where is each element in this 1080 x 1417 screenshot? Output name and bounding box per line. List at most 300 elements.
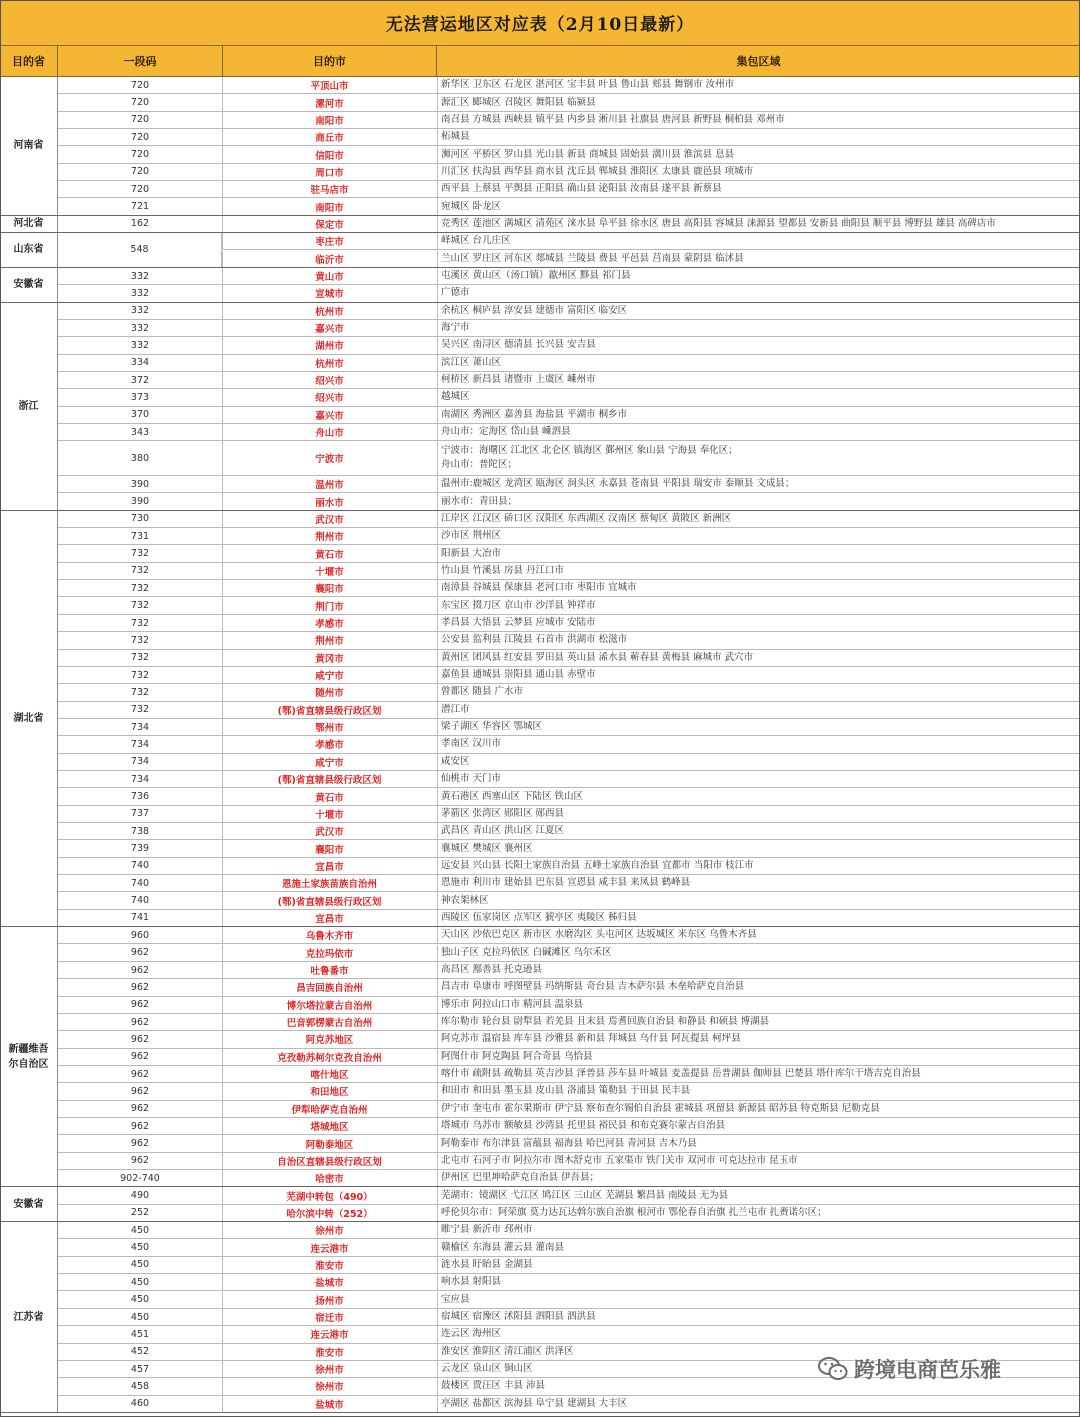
area-text: 恩施市 利川市 建始县 巴东县 宣恩县 咸丰县 来凤县 鹤峰县 [441,877,691,889]
code-cell: 450 [58,1222,223,1238]
code-cell: 962 [58,945,223,961]
area-text: 芜湖市：镜湖区 弋江区 鸠江区 三山区 芜湖县 繁昌县 南陵县 无为县 [441,1189,729,1201]
area-text: 温州市:鹿城区 龙湾区 瓯海区 洞头区 永嘉县 苍南县 平阳县 瑞安市 泰顺县 文成县； [441,478,795,490]
table-row [58,684,1080,701]
group-divider [0,1412,1080,1413]
table-row [58,1118,1080,1135]
table-row [58,945,1080,962]
area-text: 吴兴区 南浔区 德清县 长兴县 安吉县 [441,339,596,351]
city-cell: 宁波市 [222,441,438,475]
area-cell [441,1014,1076,1030]
city-cell: 淮安市 [222,1344,438,1360]
area-text: 宛城区 卧龙区 [441,200,502,212]
city-cell: 喀什地区 [222,1066,438,1082]
area-cell [441,788,1076,804]
area-cell [441,1187,1076,1203]
city-cell: (鄂)省直辖县级行政区划 [222,771,438,787]
area-text: 亭湖区 盐都区 滨海县 阜宁县 建湖县 大丰区 [441,1397,628,1409]
area-cell [441,1239,1076,1255]
table-row [58,94,1080,111]
area-cell [441,997,1076,1013]
table-row [58,1066,1080,1083]
area-cell [441,771,1076,787]
area-cell [441,216,1076,232]
city-cell: 南阳市 [222,198,438,214]
area-text: 新华区 卫东区 石龙区 湛河区 宝丰县 叶县 鲁山县 郏县 舞钢市 汝州市 [441,79,735,91]
table-row [58,563,1080,580]
area-text: 仙桃市 天门市 [441,773,502,785]
area-text: 柘城县 [441,131,470,143]
table-row [58,181,1080,198]
code-cell: 962 [58,1083,223,1099]
code-cell: 450 [58,1292,223,1308]
code-cell: 962 [58,1101,223,1117]
area-cell [441,702,1076,718]
area-cell [441,632,1076,648]
table-row [58,1083,1080,1100]
area-text: 浉河区 平桥区 罗山县 光山县 新县 商城县 固始县 潢川县 淮滨县 息县 [441,148,735,160]
code-cell: 452 [58,1344,223,1360]
city-cell: (鄂)省直辖县级行政区划 [222,892,438,908]
area-cell [441,1292,1076,1308]
city-cell: 孝感市 [222,615,438,631]
area-text: 阿克苏市 温宿县 库车县 沙雅县 新和县 拜城县 乌什县 阿瓦提县 柯坪县 [441,1033,741,1045]
city-cell: 丽水市 [222,493,438,509]
area-text: 云龙区 泉山区 铜山区 [441,1363,533,1375]
page-title: 无法营运地区对应表（2月10日最新） [0,0,1080,46]
area-cell [441,164,1076,180]
table-row [58,476,1080,493]
area-text: 连云区 海州区 [441,1328,502,1340]
code-cell: 460 [58,1396,223,1412]
table-row [58,424,1080,441]
code-cell: 962 [58,1049,223,1065]
province-cell: 河北省 [0,216,58,233]
area-text: 峄城区 台儿庄区 [441,235,511,247]
city-cell: 驻马店市 [222,181,438,197]
code-cell: 343 [58,424,223,440]
area-text: 嘉鱼县 通城县 崇阳县 通山县 赤壁市 [441,669,596,681]
city-cell: 芜湖中转包（490） [222,1187,438,1203]
table-row [58,355,1080,372]
code-cell: 731 [58,528,223,544]
code-cell: 737 [58,806,223,822]
area-cell [441,806,1076,822]
table-row [58,441,1080,476]
area-text: 淮安区 淮阴区 清江浦区 洪泽区 [441,1345,574,1357]
area-cell [441,407,1076,423]
table-row [58,1049,1080,1066]
city-cell: 黄石市 [222,545,438,561]
area-cell [441,77,1076,93]
code-cell: 732 [58,615,223,631]
area-text: 宿城区 宿豫区 沭阳县 泗阳县 泗洪县 [441,1311,596,1323]
area-cell [441,667,1076,683]
table-row [58,858,1080,875]
area-cell [441,493,1076,509]
city-cell: 荆州市 [222,632,438,648]
table-row [58,667,1080,684]
code-cell: 734 [58,771,223,787]
area-cell [441,1049,1076,1065]
table-row [58,1031,1080,1048]
area-text: 源汇区 郾城区 召陵区 舞阳县 临颍县 [441,96,596,108]
area-cell [441,181,1076,197]
city-cell: 荆州市 [222,528,438,544]
code-cell: 450 [58,1257,223,1273]
table-row [58,719,1080,736]
area-text: 南湖区 秀洲区 嘉善县 海盐县 平湖市 桐乡市 [441,408,628,420]
area-text: 兰山区 罗庄区 河东区 郯城县 兰陵县 费县 平邑县 莒南县 蒙阴县 临沭县 [441,252,744,264]
city-cell: 淮安市 [222,1257,438,1273]
city-cell: 鄂州市 [222,719,438,735]
area-text: 东宝区 掇刀区 京山市 沙洋县 钟祥市 [441,599,596,611]
area-cell [441,1083,1076,1099]
area-cell [441,1170,1076,1186]
table-row [58,615,1080,632]
table-row [58,702,1080,719]
city-cell: 十堰市 [222,563,438,579]
table-row [58,372,1080,389]
city-cell: 巴音郭楞蒙古自治州 [222,1014,438,1030]
table-row [58,146,1080,163]
table-row [58,788,1080,805]
area-cell [441,719,1076,735]
watermark-text: 跨境电商芭乐雅 [854,1358,1001,1382]
code-cell: 490 [58,1187,223,1203]
city-cell: 武汉市 [222,511,438,527]
area-text: 喀什市 疏附县 疏勒县 英吉沙县 泽普县 莎车县 叶城县 麦盖提县 岳普湖县 伽师县 巴楚县 塔什库尔干塔吉克自治县 [441,1068,921,1080]
table-row [58,1014,1080,1031]
area-text: 孝昌县 大悟县 云梦县 应城市 安陆市 [441,617,596,629]
header-city: 目的市 [223,46,437,77]
province-cell: 安徽省 [0,268,58,303]
table-row [58,823,1080,840]
code-cell: 721 [58,198,223,214]
city-cell: 嘉兴市 [222,320,438,336]
city-cell: 南阳市 [222,112,438,128]
city-cell: 克孜勒苏柯尔克孜自治州 [222,1049,438,1065]
city-cell: 十堰市 [222,806,438,822]
area-text: 滨江区 萧山区 [441,356,502,368]
table-row [58,337,1080,354]
city-cell: 咸宁市 [222,754,438,770]
province-cell: 新疆维吾尔自治区 [0,927,58,1187]
area-cell [441,112,1076,128]
table-row [58,1239,1080,1256]
city-cell: 宜昌市 [222,910,438,926]
area-text: 茅箭区 张湾区 郧阳区 郧西县 [441,807,565,819]
merged-code-cell: 548 [58,233,222,268]
table-row [58,598,1080,615]
table-row [58,511,1080,528]
city-cell: 周口市 [222,164,438,180]
table-row [58,1153,1080,1170]
area-text: 博乐市 阿拉山口市 精河县 温泉县 [441,998,584,1010]
code-cell: 332 [58,337,223,353]
area-cell [441,563,1076,579]
area-text: 阿图什市 阿克陶县 阿合奇县 乌恰县 [441,1050,593,1062]
province-cell: 湖北省 [0,511,58,927]
table-row [58,892,1080,909]
code-cell: 740 [58,875,223,891]
city-cell: 乌鲁木齐市 [222,927,438,943]
code-cell: 739 [58,840,223,856]
table-row [58,962,1080,979]
area-text: 天山区 沙依巴克区 新市区 水磨沟区 头屯河区 达坂城区 米东区 乌鲁木齐县 [441,929,757,941]
city-cell: 黄石市 [222,788,438,804]
area-cell [441,945,1076,961]
code-cell: 734 [58,736,223,752]
area-cell [441,1257,1076,1273]
area-text: 余杭区 桐庐县 淳安县 建德市 富阳区 临安区 [441,304,628,316]
area-text: 沙市区 荆州区 [441,530,502,542]
table-row [58,997,1080,1014]
area-cell [441,1031,1076,1047]
area-cell [441,823,1076,839]
area-cell [441,94,1076,110]
area-text: 孝南区 汉川市 [441,738,502,750]
area-cell [441,875,1076,891]
area-text: 西平县 上蔡县 平舆县 正阳县 确山县 泌阳县 汝南县 遂平县 新蔡县 [441,183,722,195]
code-cell: 902-740 [58,1170,223,1186]
table-row [58,1101,1080,1118]
code-cell: 332 [58,285,223,301]
city-cell: 保定市 [222,216,438,232]
area-text: 宝应县 [441,1293,470,1305]
city-cell: 盐城市 [222,1396,438,1412]
table-row [58,216,1080,233]
code-cell: 732 [58,563,223,579]
city-cell: 武汉市 [222,823,438,839]
table-row [58,198,1080,215]
table-row [58,1205,1080,1222]
city-cell: 嘉兴市 [222,407,438,423]
table-row [58,1187,1080,1204]
city-cell: 连云港市 [222,1326,438,1342]
city-cell: 孝感市 [222,736,438,752]
area-cell [441,615,1076,631]
table-row [58,806,1080,823]
area-cell [441,251,1076,267]
table-row [58,754,1080,771]
area-text: 宁波市：海曙区 江北区 北仑区 镇海区 鄞州区 象山县 宁海县 奉化区； [441,445,738,457]
table-row [58,1326,1080,1343]
table-row [58,493,1080,510]
area-text: 伊州区 巴里坤哈萨克自治县 伊吾县； [441,1172,600,1184]
table-row [58,650,1080,667]
area-cell [441,1066,1076,1082]
code-cell: 962 [58,1014,223,1030]
city-cell: 杭州市 [222,355,438,371]
area-cell [441,129,1076,145]
city-cell: 昌吉回族自治州 [222,979,438,995]
code-cell: 457 [58,1361,223,1377]
code-cell: 962 [58,1066,223,1082]
code-cell: 962 [58,1135,223,1151]
area-cell [441,1326,1076,1342]
code-cell: 451 [58,1326,223,1342]
area-text: 舟山市：定海区 岱山县 嵊泗县 [441,426,571,438]
area-text: 曾都区 随县 广水市 [441,686,524,698]
area-cell [441,892,1076,908]
table-row [58,771,1080,788]
code-cell: 390 [58,493,223,509]
code-cell: 720 [58,112,223,128]
table-row [58,979,1080,996]
code-cell: 332 [58,268,223,284]
area-text: 川汇区 扶沟县 西华县 商水县 沈丘县 郸城县 淮阳区 太康县 鹿邑县 项城市 [441,165,754,177]
area-text: 呼伦贝尔市：阿荣旗 莫力达瓦达斡尔族自治旗 根河市 鄂伦春自治旗 扎兰屯市 扎赉诺尔区； [441,1206,827,1218]
table-row [58,129,1080,146]
code-cell: 252 [58,1205,223,1221]
city-cell: 温州市 [222,476,438,492]
city-cell: 徐州市 [222,1378,438,1394]
city-cell: 漯河市 [222,94,438,110]
table-row [58,285,1080,302]
area-cell [441,598,1076,614]
city-cell: 襄阳市 [222,580,438,596]
code-cell: 732 [58,580,223,596]
area-cell [441,1274,1076,1290]
area-cell [441,545,1076,561]
area-cell [441,580,1076,596]
area-cell [441,389,1076,405]
area-cell [441,146,1076,162]
table-row [58,927,1080,944]
area-text: 和田市 和田县 墨玉县 皮山县 洛浦县 策勒县 于田县 民丰县 [441,1085,691,1097]
code-cell: 332 [58,320,223,336]
area-text: 屯溪区 黄山区（汤口镇）歙州区 黟县 祁门县 [441,270,631,282]
area-cell [441,476,1076,492]
area-text: 北屯市 石河子市 阿拉尔市 图木舒克市 五家渠市 铁门关市 双河市 可克达拉市 昆玉市 [441,1154,798,1166]
area-cell [441,858,1076,874]
code-cell: 740 [58,892,223,908]
city-cell: 伊犁哈萨克自治州 [222,1101,438,1117]
city-cell: 和田地区 [222,1083,438,1099]
area-cell [441,910,1076,926]
area-cell [441,355,1076,371]
table-row [58,1309,1080,1326]
code-cell: 390 [58,476,223,492]
area-cell [441,424,1076,440]
table-row [58,320,1080,337]
area-text: 南漳县 谷城县 保康县 老河口市 枣阳市 宜城市 [441,582,637,594]
area-text: 涟水县 盱眙县 金湖县 [441,1258,533,1270]
area-text: 赣榆区 东海县 灌云县 灌南县 [441,1241,565,1253]
area-cell [441,337,1076,353]
area-text: 响水县 射阳县 [441,1276,502,1288]
code-cell: 720 [58,146,223,162]
area-cell [441,528,1076,544]
area-text: 远安县 兴山县 长阳土家族自治县 五峰土家族自治县 宜都市 当阳市 枝江市 [441,859,754,871]
city-cell: 徐州市 [222,1361,438,1377]
table-row [58,875,1080,892]
code-cell: 732 [58,632,223,648]
area-text: 黄州区 团风县 红安县 罗田县 英山县 浠水县 蕲春县 黄梅县 麻城市 武穴市 [441,651,754,663]
code-cell: 734 [58,719,223,735]
city-cell: 宿迁市 [222,1309,438,1325]
area-text: 柯桥区 新昌县 诸暨市 上虞区 嵊州市 [441,374,596,386]
city-cell: 恩施土家族苗族自治州 [222,875,438,891]
table-row [58,528,1080,545]
area-text: 库尔勒市 轮台县 尉犁县 若羌县 且末县 焉耆回族自治县 和静县 和硕县 博湖县 [441,1016,770,1028]
code-cell: 732 [58,598,223,614]
area-text: 睢宁县 新沂市 邳州市 [441,1224,533,1236]
table-row [58,840,1080,857]
code-cell: 732 [58,702,223,718]
area-text: 竹山县 竹溪县 房县 丹江口市 [441,564,565,576]
city-cell: 吐鲁番市 [222,962,438,978]
city-cell: 商丘市 [222,129,438,145]
code-cell: 732 [58,684,223,700]
city-cell: 黄山市 [222,268,438,284]
table-row [58,389,1080,406]
city-cell: 扬州市 [222,1292,438,1308]
code-cell: 962 [58,962,223,978]
city-cell: 克拉玛依市 [222,945,438,961]
area-cell [441,1101,1076,1117]
area-cell [441,840,1076,856]
table-row [58,580,1080,597]
area-text: 潜江市 [441,703,470,715]
area-text: 高昌区 鄯善县 托克逊县 [441,964,543,976]
city-cell: 阿勒泰地区 [222,1135,438,1151]
area-cell [441,927,1076,943]
area-cell [441,1222,1076,1238]
area-text: 昌吉市 阜康市 呼图壁县 玛纳斯县 奇台县 吉木萨尔县 木垒哈萨克自治县 [441,981,745,993]
area-cell [441,198,1076,214]
table-row [58,77,1080,94]
code-cell: 458 [58,1378,223,1394]
area-text: 丽水市：青田县； [441,495,518,507]
city-cell: 宣城市 [222,285,438,301]
code-cell: 450 [58,1309,223,1325]
table-row [58,910,1080,927]
area-text: 鼓楼区 贾汪区 丰县 沛县 [441,1380,546,1392]
table-row [58,164,1080,181]
code-cell: 741 [58,910,223,926]
area-text: 梁子湖区 华容区 鄂城区 [441,721,543,733]
province-cell: 河南省 [0,77,58,216]
code-cell: 732 [58,667,223,683]
area-cell [441,962,1076,978]
province-cell: 山东省 [0,233,58,268]
code-cell: 373 [58,389,223,405]
area-text: 神农架林区 [441,894,489,906]
watermark [818,1354,1001,1384]
area-cell [441,1309,1076,1325]
area-text-line2: 舟山市：普陀区； [441,459,518,471]
wechat-icon [818,1356,848,1382]
table-row [58,1222,1080,1239]
area-text: 咸安区 [441,755,470,767]
code-cell: 730 [58,511,223,527]
area-cell [441,320,1076,336]
table-row [58,268,1080,285]
header-province: 目的省 [0,46,58,77]
city-cell: 荆门市 [222,598,438,614]
area-cell [441,372,1076,388]
area-cell [441,1153,1076,1169]
city-cell: 舟山市 [222,424,438,440]
city-cell: 哈尔滨中转（252） [222,1205,438,1221]
code-cell: 450 [58,1274,223,1290]
area-text: 海宁市 [441,322,470,334]
area-text: 江岸区 江汉区 硚口区 汉阳区 东西湖区 汉南区 蔡甸区 黄陂区 新洲区 [441,512,732,524]
code-cell: 370 [58,407,223,423]
table-row [58,632,1080,649]
